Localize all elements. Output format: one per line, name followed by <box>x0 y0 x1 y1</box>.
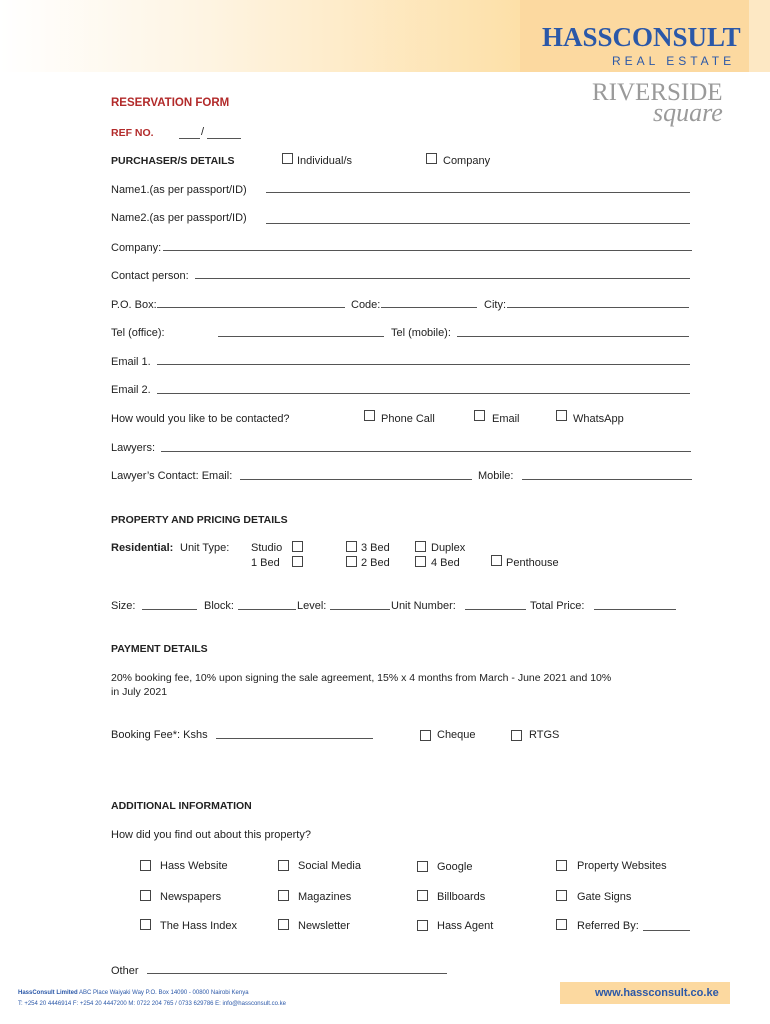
option-google: Google <box>437 861 473 873</box>
referred-by-field[interactable] <box>643 930 690 931</box>
ref-label: REF NO. <box>111 127 154 139</box>
property-heading: PROPERTY AND PRICING DETAILS <box>111 514 288 526</box>
whatsapp-checkbox[interactable] <box>556 410 567 421</box>
duplex-checkbox[interactable] <box>415 541 426 552</box>
payment-terms-line2: in July 2021 <box>111 686 168 698</box>
brand-subtitle: REAL ESTATE <box>612 54 736 68</box>
option-property-websites: Property Websites <box>577 860 667 872</box>
brand-name: HASSCONSULT <box>542 22 741 52</box>
bed4-label: 4 Bed <box>431 557 460 569</box>
header-strip <box>749 0 770 72</box>
lawyer-mobile-field[interactable] <box>522 479 692 480</box>
email1-field[interactable] <box>157 364 690 365</box>
lawyer-mobile-label: Mobile: <box>478 470 514 482</box>
footer-company: HassConsult Limited <box>18 990 78 996</box>
ref-field-1[interactable] <box>179 138 200 139</box>
google-checkbox[interactable] <box>417 861 428 872</box>
other-field[interactable] <box>147 973 447 974</box>
option-social-media: Social Media <box>298 860 361 872</box>
option-hass-index: The Hass Index <box>160 920 238 932</box>
project-logo-line2: square <box>653 98 723 127</box>
email2-field[interactable] <box>157 393 690 394</box>
newspapers-checkbox[interactable] <box>140 890 151 901</box>
individual-checkbox[interactable] <box>282 153 293 164</box>
contact-person-label: Contact person: <box>111 270 189 282</box>
form-title: RESERVATION FORM <box>111 97 230 109</box>
property-websites-checkbox[interactable] <box>556 860 567 871</box>
hass-agent-checkbox[interactable] <box>417 920 428 931</box>
source-question: How did you find out about this property? <box>111 829 311 841</box>
ref-separator: / <box>201 126 205 138</box>
ref-field-2[interactable] <box>207 138 241 139</box>
booking-fee-label: Booking Fee*: Kshs <box>111 729 208 741</box>
bed4-checkbox[interactable] <box>415 556 426 567</box>
option-newspapers: Newspapers <box>160 891 222 903</box>
rtgs-label: RTGS <box>529 729 560 741</box>
unit-type-label: Unit Type: <box>180 542 230 554</box>
additional-heading: ADDITIONAL INFORMATION <box>111 800 252 812</box>
company-field[interactable] <box>163 250 692 251</box>
option-hass-website: Hass Website <box>160 860 228 872</box>
size-label: Size: <box>111 600 136 612</box>
code-field[interactable] <box>381 307 477 308</box>
studio-label: Studio <box>251 542 283 554</box>
penthouse-label: Penthouse <box>506 557 559 569</box>
lawyer-email-field[interactable] <box>240 479 472 480</box>
studio-checkbox[interactable] <box>292 541 303 552</box>
whatsapp-label: WhatsApp <box>573 413 624 425</box>
footer-address-text: ABC Place Waiyaki Way P.O. Box 14090 - 00800 Nairobi Kenya <box>77 990 249 996</box>
code-label: Code: <box>351 299 381 311</box>
payment-heading: PAYMENT DETAILS <box>111 643 208 655</box>
unit-number-label: Unit Number: <box>391 600 456 612</box>
name1-label: Name1.(as per passport/ID) <box>111 184 247 196</box>
referred-by-checkbox[interactable] <box>556 919 567 930</box>
gate-signs-checkbox[interactable] <box>556 890 567 901</box>
footer-address <box>18 990 249 996</box>
city-field[interactable] <box>507 307 689 308</box>
size-field[interactable] <box>142 609 197 610</box>
option-magazines: Magazines <box>298 891 352 903</box>
bed1-checkbox[interactable] <box>292 556 303 567</box>
footer-website[interactable]: www.hassconsult.co.ke <box>595 987 719 999</box>
cheque-checkbox[interactable] <box>420 730 431 741</box>
footer-contacts: T: +254 20 4446914 F: +254 20 4447200 M: 0722 204 765 / 0733 629786 E: info@hassconsult.co.ke <box>18 1001 286 1007</box>
bed3-label: 3 Bed <box>361 542 390 554</box>
unit-number-field[interactable] <box>465 609 526 610</box>
contact-method-question: How would you like to be contacted? <box>111 413 290 425</box>
tel-mobile-field[interactable] <box>457 336 689 337</box>
level-label: Level: <box>297 600 327 612</box>
email2-label: Email 2. <box>111 384 151 396</box>
magazines-checkbox[interactable] <box>278 890 289 901</box>
option-gate-signs: Gate Signs <box>577 891 632 903</box>
payment-terms-line1: 20% booking fee, 10% upon signing the sale agreement, 15% x 4 months from March - June 2021 and 10% <box>111 672 612 684</box>
block-label: Block: <box>204 600 234 612</box>
tel-office-field[interactable] <box>218 336 384 337</box>
residential-label: Residential: <box>111 542 174 554</box>
bed1-label: 1 Bed <box>251 557 280 569</box>
name2-label: Name2.(as per passport/ID) <box>111 212 247 224</box>
block-field[interactable] <box>238 609 296 610</box>
booking-fee-field[interactable] <box>216 738 373 739</box>
lawyer-email-label: Lawyer’s Contact: Email: <box>111 470 233 482</box>
contact-person-field[interactable] <box>195 278 690 279</box>
bed2-checkbox[interactable] <box>346 556 357 567</box>
bed3-checkbox[interactable] <box>346 541 357 552</box>
lawyers-label: Lawyers: <box>111 442 156 454</box>
cheque-label: Cheque <box>437 729 476 741</box>
header-band <box>0 0 520 72</box>
phone-call-label: Phone Call <box>381 413 435 425</box>
total-price-field[interactable] <box>594 609 676 610</box>
bed2-label: 2 Bed <box>361 557 390 569</box>
logo-box <box>520 0 749 72</box>
company-checkbox[interactable] <box>426 153 437 164</box>
email1-label: Email 1. <box>111 356 151 368</box>
name2-field[interactable] <box>266 223 690 224</box>
project-logo-line1: RIVERSIDE <box>592 79 723 106</box>
company-option-label: Company <box>443 155 491 167</box>
city-label: City: <box>484 299 506 311</box>
po-box-field[interactable] <box>157 307 345 308</box>
phone-call-checkbox[interactable] <box>364 410 375 421</box>
social-media-checkbox[interactable] <box>278 860 289 871</box>
purchaser-heading: PURCHASER/S DETAILS <box>111 155 235 167</box>
email-option-label: Email <box>492 413 520 425</box>
penthouse-checkbox[interactable] <box>491 555 502 566</box>
rtgs-checkbox[interactable] <box>511 730 522 741</box>
hass-website-checkbox[interactable] <box>140 860 151 871</box>
option-hass-agent: Hass Agent <box>437 920 494 932</box>
email-checkbox[interactable] <box>474 410 485 421</box>
tel-mobile-label: Tel (mobile): <box>391 327 451 339</box>
individual-label: Individual/s <box>297 155 353 167</box>
company-label: Company: <box>111 242 162 254</box>
footer-website-bar <box>560 982 730 1004</box>
name1-field[interactable] <box>266 192 690 193</box>
duplex-label: Duplex <box>431 542 466 554</box>
tel-office-label: Tel (office): <box>111 327 165 339</box>
hass-index-checkbox[interactable] <box>140 919 151 930</box>
total-price-label: Total Price: <box>530 600 585 612</box>
lawyers-field[interactable] <box>161 451 691 452</box>
option-referred-by: Referred By: <box>577 920 639 932</box>
option-billboards: Billboards <box>437 891 486 903</box>
option-newsletter: Newsletter <box>298 920 350 932</box>
level-field[interactable] <box>330 609 390 610</box>
newsletter-checkbox[interactable] <box>278 919 289 930</box>
other-label: Other <box>111 965 139 977</box>
billboards-checkbox[interactable] <box>417 890 428 901</box>
po-box-label: P.O. Box: <box>111 299 157 311</box>
